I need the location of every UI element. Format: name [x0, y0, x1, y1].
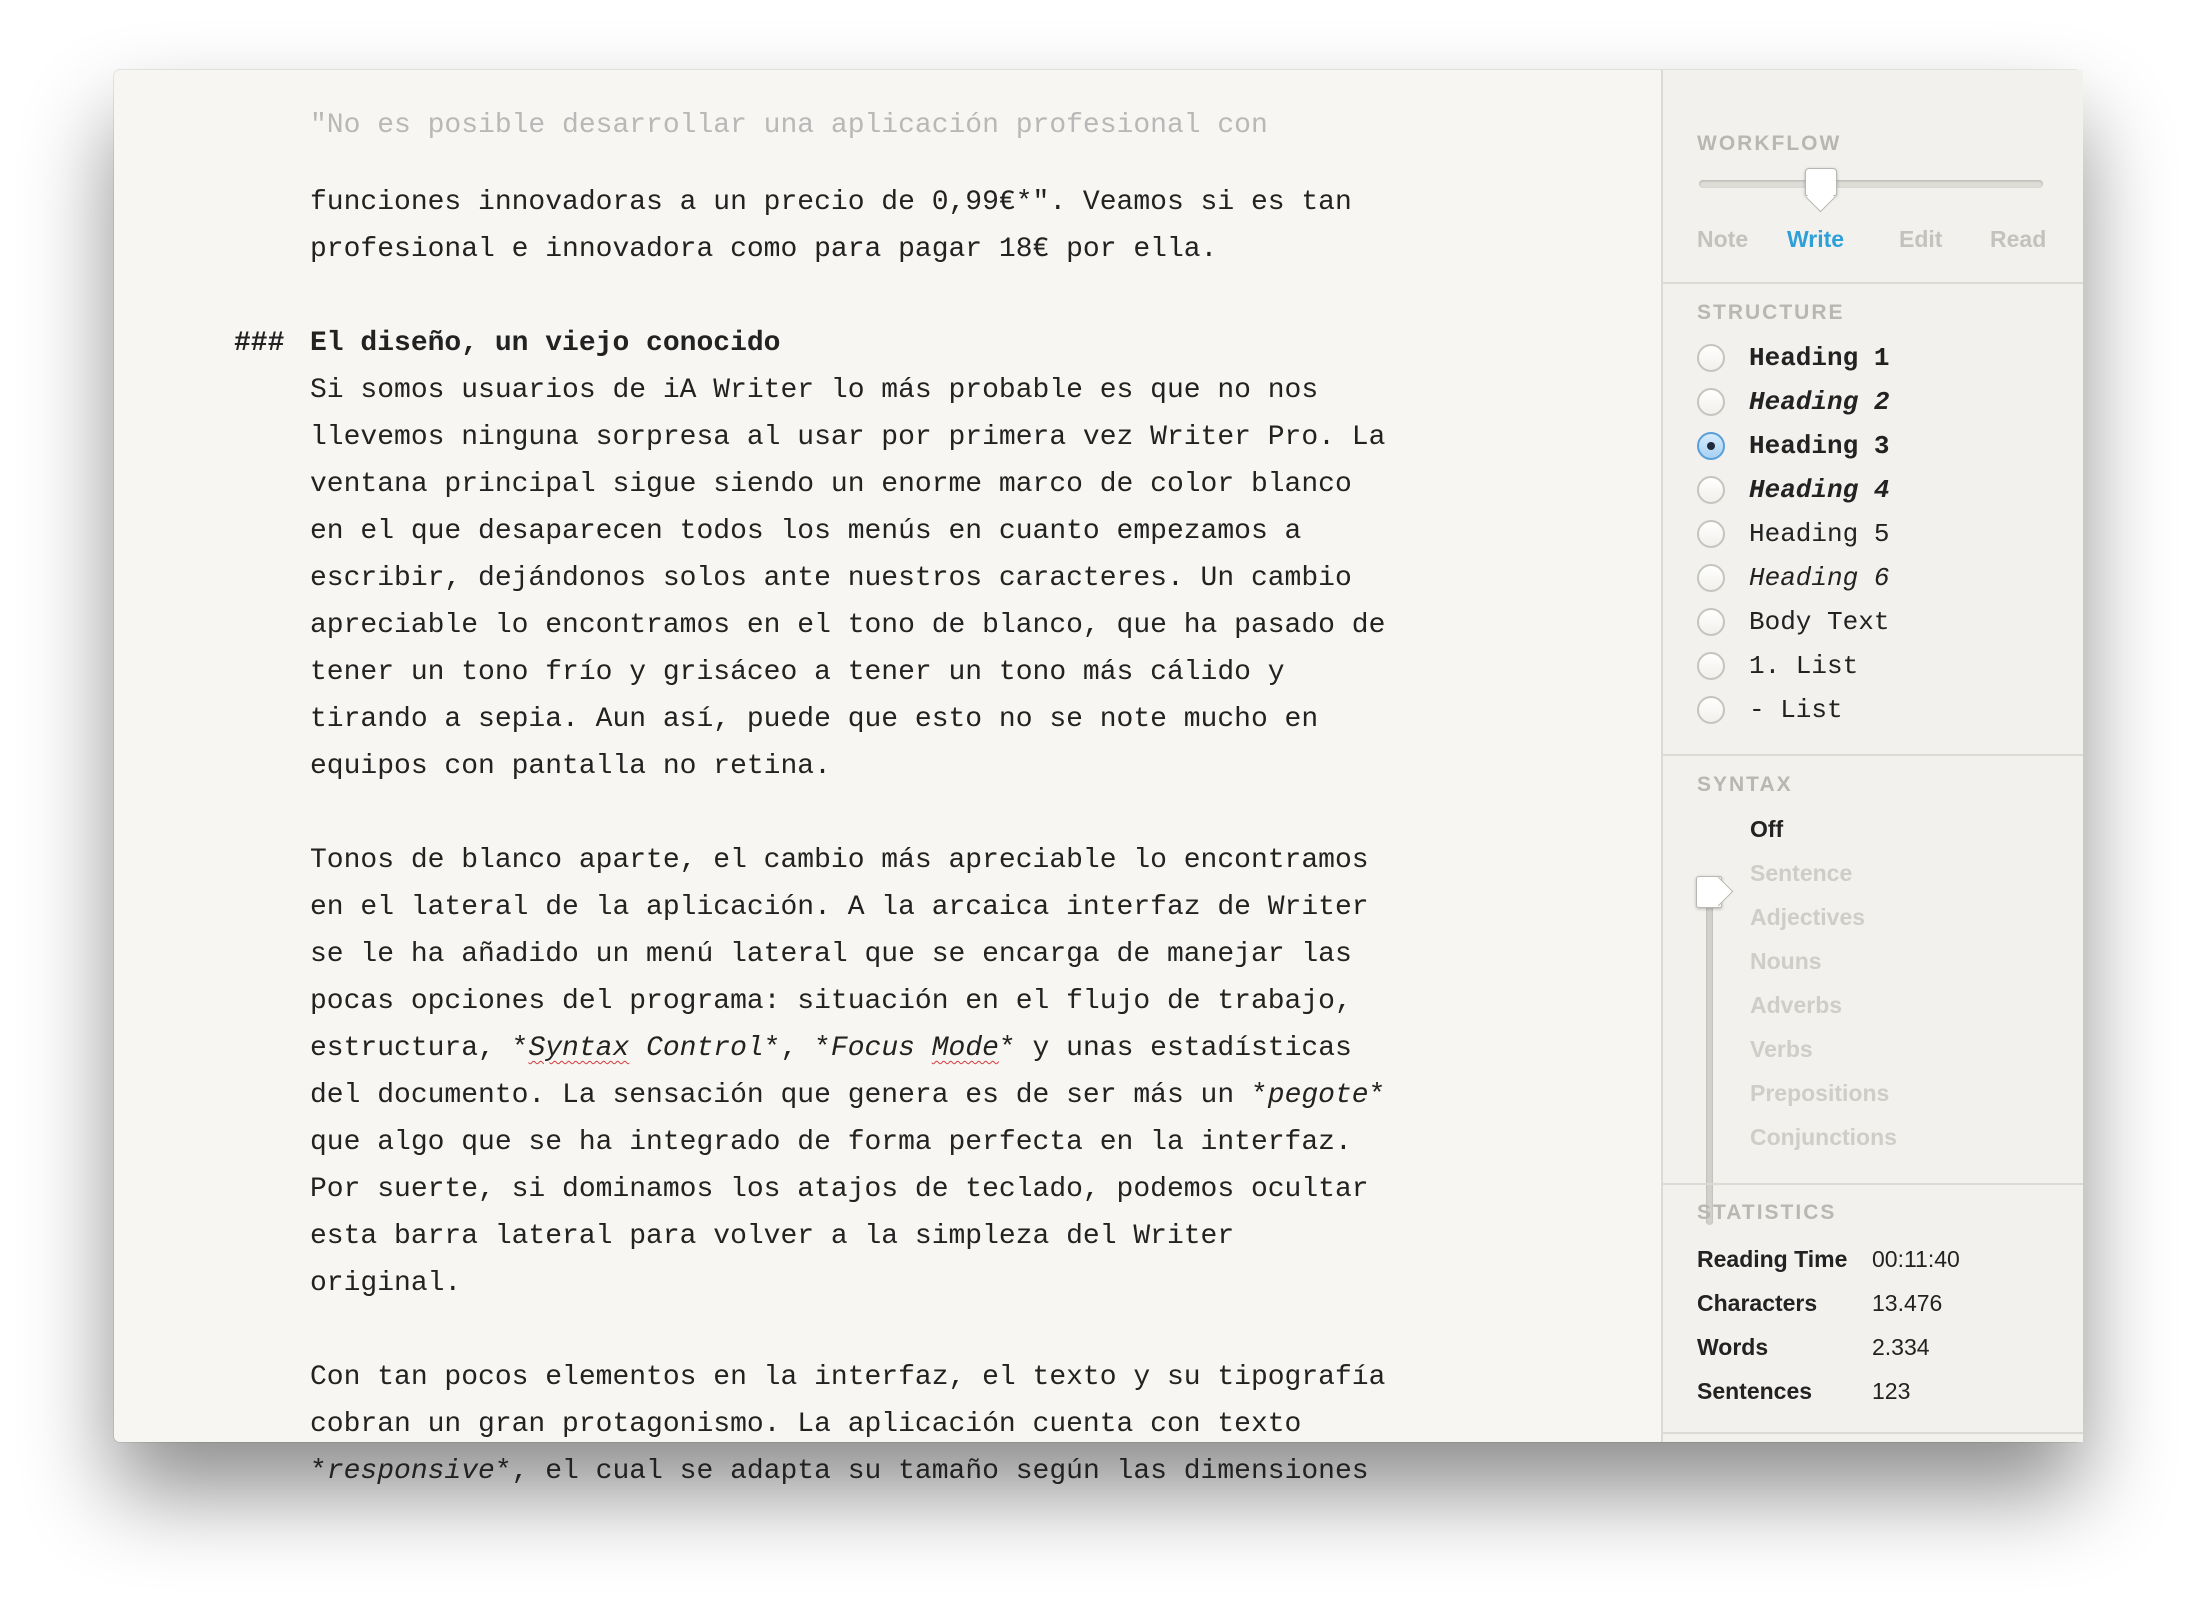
stat-key-reading-time: Reading Time [1697, 1246, 1848, 1272]
italic-text: Focus [830, 1033, 932, 1064]
structure-item-label: 1. List [1749, 651, 1859, 681]
syntax-option-nouns[interactable]: Nouns [1750, 948, 1822, 974]
misspelled-word[interactable]: Mode [931, 1033, 999, 1064]
divider [1663, 1183, 2083, 1185]
section-heading: El diseño, un viejo conocido [310, 328, 781, 359]
text-line: original. [310, 1268, 462, 1299]
text-line: tener un tono frío y grisáceo a tener un tono más cálido y [310, 657, 1285, 688]
italic-text: pegote [1267, 1080, 1369, 1111]
text-line: en el que desaparecen todos los menús en cuanto empezamos a [310, 516, 1302, 547]
statistics-title: STATISTICS [1697, 1201, 1837, 1224]
text-span: *, el cual se adapta su tamaño según las dimensiones [494, 1456, 1369, 1487]
text-line: esta barra lateral para volver a la simpleza del Writer [310, 1221, 1235, 1252]
radio-button[interactable] [1697, 652, 1725, 680]
divider [1663, 282, 2083, 284]
structure-item-label: Body Text [1749, 607, 1890, 637]
text-span: del documento. La sensación que genera es de ser más un * [310, 1080, 1268, 1111]
workflow-mode-edit[interactable]: Edit [1899, 226, 1943, 252]
text-line: equipos con pantalla no retina. [310, 751, 831, 782]
structure-item-heading-5[interactable] [1697, 516, 1889, 552]
text-line: profesional e innovadora como para pagar 18€ por ella. [310, 234, 1218, 265]
radio-button[interactable] [1697, 696, 1725, 724]
stat-key-sentences: Sentences [1697, 1378, 1813, 1404]
workflow-slider-knob[interactable] [1805, 168, 1837, 196]
text-line [310, 1072, 1385, 1119]
text-line: Si somos usuarios de iA Writer lo más probable es que no nos [310, 375, 1319, 406]
radio-button[interactable] [1697, 476, 1725, 504]
radio-button[interactable] [1697, 564, 1725, 592]
text-span: * [310, 1456, 327, 1487]
syntax-option-verbs[interactable]: Verbs [1750, 1036, 1813, 1062]
text-line: cobran un gran protagonismo. La aplicación cuenta con texto [310, 1409, 1302, 1440]
text-line: que algo que se ha integrado de forma perfecta en la interfaz. [310, 1127, 1352, 1158]
stat-value-reading-time: 00:11:40 [1872, 1246, 1960, 1272]
structure-item-heading-6[interactable] [1697, 560, 1889, 596]
text-line [310, 1448, 1369, 1495]
structure-item-label: - List [1749, 695, 1843, 725]
syntax-option-adverbs[interactable]: Adverbs [1750, 992, 1843, 1018]
text-line: ventana principal sigue siendo un enorme marco de color blanco [310, 469, 1352, 500]
stat-key-characters: Characters [1697, 1290, 1818, 1316]
text-line: funciones innovadoras a un precio de 0,99€*". Veamos si es tan [310, 187, 1352, 218]
text-line [310, 1025, 1352, 1072]
writer-window [114, 70, 2081, 1487]
structure-item-heading-1[interactable] [1697, 340, 1889, 376]
syntax-option-prepositions[interactable]: Prepositions [1750, 1080, 1890, 1106]
structure-item-bullet-list[interactable] [1697, 692, 1843, 728]
syntax-option-off[interactable]: Off [1750, 816, 1784, 842]
text-line: pocas opciones del programa: situación en el flujo de trabajo, [310, 986, 1352, 1017]
syntax-slider-knob[interactable] [1696, 876, 1722, 908]
syntax-title: SYNTAX [1697, 773, 1793, 796]
syntax-option-conjunctions[interactable]: Conjunctions [1750, 1124, 1897, 1150]
text-line: apreciable lo encontramos en el tono de blanco, que ha pasado de [310, 610, 1386, 641]
structure-item-label: Heading 6 [1749, 563, 1890, 593]
radio-button[interactable] [1697, 520, 1725, 548]
text-line: "No es posible desarrollar una aplicación profesional con [310, 110, 1268, 141]
stat-value-sentences: 123 [1872, 1378, 1911, 1404]
text-span: * y unas estadísticas [998, 1033, 1352, 1064]
italic-text: responsive [326, 1456, 495, 1487]
text-line: llevemos ninguna sorpresa al usar por primera vez Writer Pro. La [310, 422, 1386, 453]
heading-marker: ### [234, 328, 285, 359]
text-line: Tonos de blanco aparte, el cambio más apreciable lo encontramos [310, 845, 1369, 876]
workflow-title: WORKFLOW [1697, 132, 1842, 155]
stat-value-words: 2.334 [1872, 1334, 1930, 1360]
text-line: Por suerte, si dominamos los atajos de teclado, podemos ocultar [310, 1174, 1369, 1205]
text-line: escribir, dejándonos solos ante nuestros caracteres. Un cambio [310, 563, 1352, 594]
structure-item-numbered-list[interactable] [1697, 648, 1858, 684]
structure-item-label: Heading 2 [1749, 387, 1890, 417]
structure-item-label: Heading 5 [1749, 519, 1890, 549]
radio-button[interactable] [1697, 388, 1725, 416]
misspelled-word[interactable]: Syntax [528, 1033, 630, 1064]
workflow-slider-track[interactable] [1699, 180, 2043, 188]
radio-button-selected[interactable] [1697, 432, 1725, 460]
divider [1663, 754, 2083, 756]
text-line: tirando a sepia. Aun así, puede que esto no se note mucho en [310, 704, 1319, 735]
text-span: * [1368, 1080, 1386, 1111]
workflow-mode-note[interactable]: Note [1697, 226, 1749, 252]
structure-item-label: Heading 3 [1749, 431, 1890, 461]
structure-item-heading-2[interactable] [1697, 384, 1889, 420]
text-span: *, * [763, 1033, 831, 1064]
workflow-mode-read[interactable]: Read [1990, 226, 2047, 252]
text-span: estructura, * [310, 1033, 529, 1064]
radio-button[interactable] [1697, 344, 1725, 372]
sidebar [1661, 70, 2083, 1442]
structure-item-label: Heading 4 [1749, 475, 1890, 505]
structure-item-heading-3[interactable] [1697, 428, 1889, 464]
editor-area[interactable] [114, 70, 1661, 1487]
structure-item-label: Heading 1 [1749, 343, 1890, 373]
stat-key-words: Words [1697, 1334, 1769, 1360]
text-line: Con tan pocos elementos en la interfaz, el texto y su tipografía [310, 1362, 1386, 1393]
structure-item-body-text[interactable] [1697, 604, 1889, 640]
syntax-option-sentence[interactable]: Sentence [1750, 860, 1853, 886]
text-line: se le ha añadido un menú lateral que se encarga de manejar las [310, 939, 1352, 970]
radio-button[interactable] [1697, 608, 1725, 636]
structure-title: STRUCTURE [1697, 301, 1845, 324]
divider [1663, 1432, 2083, 1434]
syntax-slider-track[interactable] [1706, 880, 1713, 1225]
workflow-mode-write[interactable]: Write [1787, 226, 1845, 252]
stat-value-characters: 13.476 [1872, 1290, 1943, 1316]
text-line: en el lateral de la aplicación. A la arcaica interfaz de Writer [310, 892, 1369, 923]
structure-item-heading-4[interactable] [1697, 472, 1889, 508]
italic-text: Control [629, 1033, 764, 1064]
syntax-option-adjectives[interactable]: Adjectives [1750, 904, 1866, 930]
